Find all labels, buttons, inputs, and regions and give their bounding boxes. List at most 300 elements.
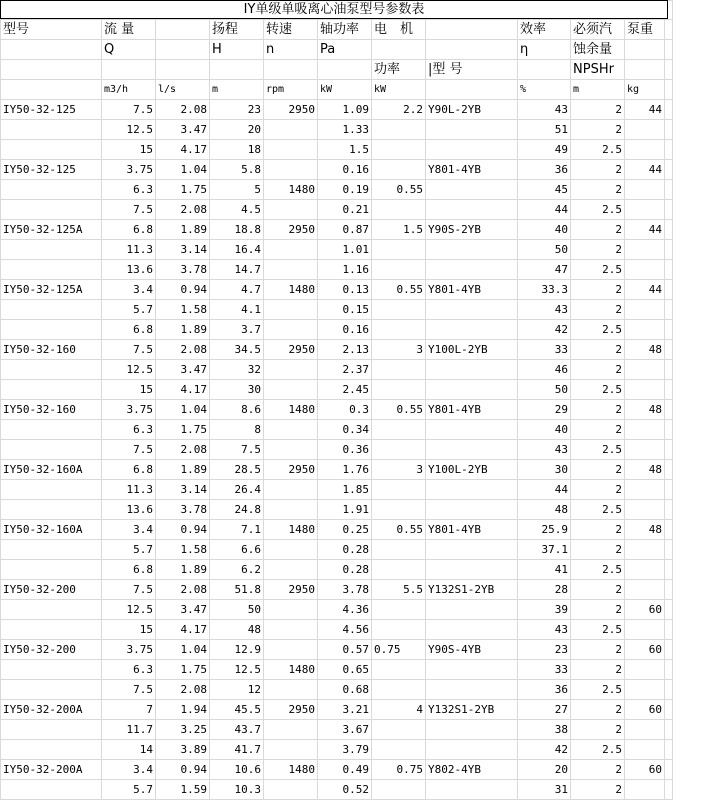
data-cell: Y802-4YB: [426, 760, 518, 780]
data-cell: 2.5: [571, 140, 625, 160]
data-cell: [264, 300, 318, 320]
model-cell: [1, 200, 102, 220]
table-row: [1, 640, 673, 660]
data-cell: 4: [372, 700, 426, 720]
data-cell: 1.94: [156, 700, 210, 720]
data-cell: [426, 540, 518, 560]
model-cell: [1, 660, 102, 680]
data-cell: 3.4: [102, 760, 156, 780]
data-cell: 1480: [264, 400, 318, 420]
data-cell: [625, 540, 665, 560]
table-row: [1, 440, 673, 460]
data-cell: 3: [372, 460, 426, 480]
data-cell: 2.45: [318, 380, 372, 400]
header-cell: [625, 40, 665, 60]
data-cell: 2: [571, 220, 625, 240]
data-cell: 7.1: [210, 520, 264, 540]
header-row: [1, 20, 673, 40]
header-cell: l/s: [156, 80, 210, 100]
header-cell: [210, 60, 264, 80]
data-cell: 29: [518, 400, 571, 420]
data-cell: 2: [571, 600, 625, 620]
model-cell: IY50-32-200A: [1, 760, 102, 780]
data-cell: 1.89: [156, 460, 210, 480]
data-cell: Y801-4YB: [426, 160, 518, 180]
data-cell: 1.58: [156, 540, 210, 560]
data-cell: 1.91: [318, 500, 372, 520]
data-cell: Y90L-2YB: [426, 100, 518, 120]
data-cell: 2: [571, 400, 625, 420]
data-cell: 0.28: [318, 560, 372, 580]
data-cell: 12.5: [102, 360, 156, 380]
data-cell: [372, 620, 426, 640]
data-cell: 12.5: [102, 600, 156, 620]
data-cell: 2.08: [156, 200, 210, 220]
data-cell: 31: [518, 780, 571, 800]
model-cell: IY50-32-160: [1, 340, 102, 360]
data-cell: 6.8: [102, 320, 156, 340]
table-row: [1, 420, 673, 440]
data-cell: [264, 360, 318, 380]
data-cell: [625, 620, 665, 640]
data-cell: 12.9: [210, 640, 264, 660]
data-cell: 3.75: [102, 160, 156, 180]
data-cell: 3.21: [318, 700, 372, 720]
data-cell: [426, 240, 518, 260]
model-cell: [1, 740, 102, 760]
data-cell: 43: [518, 440, 571, 460]
data-cell: [372, 320, 426, 340]
data-cell: 0.16: [318, 320, 372, 340]
data-cell: [264, 320, 318, 340]
data-cell: 6.8: [102, 220, 156, 240]
table-row: [1, 140, 673, 160]
data-cell: 44: [625, 160, 665, 180]
unit-row: [1, 80, 673, 100]
table-row: [1, 260, 673, 280]
table-row: [1, 220, 673, 240]
data-cell: 15: [102, 620, 156, 640]
table-row: [1, 360, 673, 380]
table-row: [1, 600, 673, 620]
data-cell: 33: [518, 340, 571, 360]
data-cell: 3.25: [156, 720, 210, 740]
model-cell: [1, 500, 102, 520]
data-cell: [372, 120, 426, 140]
data-cell: 1.89: [156, 320, 210, 340]
data-cell: 3.75: [102, 640, 156, 660]
data-cell: [264, 720, 318, 740]
data-cell: 3.78: [156, 260, 210, 280]
data-cell: [264, 560, 318, 580]
data-cell: [625, 560, 665, 580]
data-cell: [264, 640, 318, 660]
data-cell: 51: [518, 120, 571, 140]
data-cell: 1.16: [318, 260, 372, 280]
data-cell: 2950: [264, 220, 318, 240]
data-cell: 10.6: [210, 760, 264, 780]
data-cell: 3.47: [156, 360, 210, 380]
header-cell: [156, 40, 210, 60]
header-row: [1, 40, 673, 60]
data-cell: 2: [571, 520, 625, 540]
table-row: [1, 320, 673, 340]
data-cell: 43: [518, 100, 571, 120]
model-cell: [1, 380, 102, 400]
data-cell: 12: [210, 680, 264, 700]
data-cell: 2.5: [571, 500, 625, 520]
data-cell: [426, 180, 518, 200]
header-cell: 转速: [264, 20, 318, 40]
data-cell: 20: [518, 760, 571, 780]
data-cell: 1.75: [156, 420, 210, 440]
model-cell: [1, 680, 102, 700]
model-cell: [1, 180, 102, 200]
data-cell: [264, 540, 318, 560]
header-cell: [102, 60, 156, 80]
data-cell: 0.55: [372, 280, 426, 300]
data-cell: 2.37: [318, 360, 372, 380]
data-cell: 4.17: [156, 140, 210, 160]
table-row: [1, 400, 673, 420]
data-cell: [264, 620, 318, 640]
data-cell: 10.3: [210, 780, 264, 800]
data-cell: 41.7: [210, 740, 264, 760]
data-cell: 7: [102, 700, 156, 720]
data-cell: 2.08: [156, 440, 210, 460]
data-cell: 7.5: [102, 200, 156, 220]
data-cell: 26.4: [210, 480, 264, 500]
model-cell: [1, 620, 102, 640]
table-row: [1, 200, 673, 220]
data-cell: [426, 420, 518, 440]
data-cell: 13.6: [102, 260, 156, 280]
data-cell: 60: [625, 700, 665, 720]
data-cell: [264, 380, 318, 400]
data-cell: 7.5: [102, 580, 156, 600]
header-cell: [518, 60, 571, 80]
data-cell: 3: [372, 340, 426, 360]
model-cell: [1, 120, 102, 140]
data-cell: 0.28: [318, 540, 372, 560]
data-cell: 2: [571, 540, 625, 560]
data-cell: 13.6: [102, 500, 156, 520]
data-cell: [625, 420, 665, 440]
data-cell: 44: [625, 100, 665, 120]
data-cell: 7.5: [102, 440, 156, 460]
data-cell: [372, 780, 426, 800]
data-cell: 3.47: [156, 600, 210, 620]
data-cell: [625, 480, 665, 500]
data-cell: 2.2: [372, 100, 426, 120]
data-cell: 7.5: [102, 100, 156, 120]
data-cell: 2.5: [571, 560, 625, 580]
data-cell: 5.7: [102, 300, 156, 320]
data-cell: 12.5: [102, 120, 156, 140]
data-cell: 39: [518, 600, 571, 620]
header-cell: 功率: [372, 60, 426, 80]
model-cell: IY50-32-125A: [1, 220, 102, 240]
data-cell: [625, 320, 665, 340]
data-cell: [264, 240, 318, 260]
data-cell: 3.14: [156, 240, 210, 260]
data-cell: 41: [518, 560, 571, 580]
model-cell: [1, 720, 102, 740]
data-cell: 1.76: [318, 460, 372, 480]
data-cell: 15: [102, 140, 156, 160]
data-cell: [625, 360, 665, 380]
data-cell: 2: [571, 120, 625, 140]
data-cell: 36: [518, 160, 571, 180]
data-cell: [426, 320, 518, 340]
data-cell: 0.49: [318, 760, 372, 780]
data-cell: [625, 240, 665, 260]
data-cell: 4.7: [210, 280, 264, 300]
data-cell: [426, 720, 518, 740]
data-cell: 28.5: [210, 460, 264, 480]
data-cell: 0.87: [318, 220, 372, 240]
data-cell: 43.7: [210, 720, 264, 740]
data-cell: [372, 600, 426, 620]
data-cell: [426, 360, 518, 380]
data-cell: 2: [571, 460, 625, 480]
data-cell: 37.1: [518, 540, 571, 560]
data-cell: 48: [518, 500, 571, 520]
header-cell: 扬程: [210, 20, 264, 40]
header-cell: m: [571, 80, 625, 100]
header-cell: kW: [372, 80, 426, 100]
data-cell: 2950: [264, 700, 318, 720]
header-cell: 电 机: [372, 20, 426, 40]
data-cell: [372, 420, 426, 440]
data-cell: 2950: [264, 340, 318, 360]
data-cell: 4.1: [210, 300, 264, 320]
data-cell: [426, 620, 518, 640]
data-cell: 44: [518, 200, 571, 220]
data-cell: [426, 560, 518, 580]
model-cell: IY50-32-200A: [1, 700, 102, 720]
data-cell: [625, 260, 665, 280]
data-cell: 33: [518, 660, 571, 680]
data-cell: [625, 180, 665, 200]
data-cell: 7.5: [210, 440, 264, 460]
data-cell: [264, 440, 318, 460]
table-row: [1, 480, 673, 500]
model-cell: [1, 300, 102, 320]
data-cell: [625, 680, 665, 700]
data-cell: 50: [518, 240, 571, 260]
data-cell: [625, 740, 665, 760]
header-cell: [318, 60, 372, 80]
data-cell: 0.55: [372, 180, 426, 200]
data-cell: 42: [518, 320, 571, 340]
header-cell: [156, 60, 210, 80]
data-cell: 32: [210, 360, 264, 380]
data-cell: [426, 660, 518, 680]
data-cell: 2: [571, 660, 625, 680]
data-cell: 2950: [264, 580, 318, 600]
data-cell: [625, 440, 665, 460]
table-row: [1, 740, 673, 760]
table-row: [1, 120, 673, 140]
data-cell: 0.25: [318, 520, 372, 540]
data-cell: 11.7: [102, 720, 156, 740]
data-cell: [372, 540, 426, 560]
data-cell: [625, 380, 665, 400]
header-cell: [1, 40, 102, 60]
model-cell: [1, 560, 102, 580]
data-cell: Y801-4YB: [426, 400, 518, 420]
data-cell: 2: [571, 580, 625, 600]
data-cell: 1.09: [318, 100, 372, 120]
header-cell: [625, 60, 665, 80]
data-cell: 1480: [264, 760, 318, 780]
data-cell: [426, 440, 518, 460]
header-cell: 轴功率: [318, 20, 372, 40]
data-cell: 18: [210, 140, 264, 160]
header-cell: 泵重: [625, 20, 665, 40]
data-cell: [625, 720, 665, 740]
data-cell: 1.89: [156, 560, 210, 580]
data-cell: 6.8: [102, 460, 156, 480]
model-cell: IY50-32-200: [1, 580, 102, 600]
data-cell: [426, 780, 518, 800]
data-cell: 0.15: [318, 300, 372, 320]
data-cell: 0.52: [318, 780, 372, 800]
data-cell: 0.55: [372, 400, 426, 420]
data-cell: Y90S-2YB: [426, 220, 518, 240]
header-cell: 效率: [518, 20, 571, 40]
data-cell: 5: [210, 180, 264, 200]
data-cell: [372, 740, 426, 760]
data-cell: 3.89: [156, 740, 210, 760]
data-cell: 8.6: [210, 400, 264, 420]
data-cell: 2.08: [156, 340, 210, 360]
data-cell: 48: [625, 460, 665, 480]
data-cell: 6.3: [102, 180, 156, 200]
header-cell: kg: [625, 80, 665, 100]
data-cell: 36: [518, 680, 571, 700]
data-cell: 1.5: [318, 140, 372, 160]
header-cell: %: [518, 80, 571, 100]
data-cell: 1.89: [156, 220, 210, 240]
data-cell: 5.7: [102, 540, 156, 560]
data-cell: [625, 200, 665, 220]
data-cell: 1.01: [318, 240, 372, 260]
header-cell: [264, 60, 318, 80]
data-cell: 60: [625, 640, 665, 660]
data-cell: 0.75: [372, 760, 426, 780]
data-cell: [264, 500, 318, 520]
data-cell: [372, 720, 426, 740]
sheet-title: IY单级单吸离心油泵型号参数表: [0, 0, 668, 19]
data-cell: 2950: [264, 100, 318, 120]
data-cell: 3.7: [210, 320, 264, 340]
header-cell: [1, 80, 102, 100]
data-cell: [426, 680, 518, 700]
data-cell: [372, 440, 426, 460]
data-cell: 3.4: [102, 280, 156, 300]
data-cell: 15: [102, 380, 156, 400]
table-row: [1, 580, 673, 600]
data-cell: 43: [518, 300, 571, 320]
header-cell: n: [264, 40, 318, 60]
data-cell: 0.68: [318, 680, 372, 700]
data-cell: 43: [518, 620, 571, 640]
data-cell: 28: [518, 580, 571, 600]
data-cell: 33.3: [518, 280, 571, 300]
header-cell: Pa: [318, 40, 372, 60]
data-cell: 1.85: [318, 480, 372, 500]
data-cell: [625, 500, 665, 520]
data-cell: 2: [571, 160, 625, 180]
data-cell: 48: [625, 520, 665, 540]
data-cell: 50: [210, 600, 264, 620]
model-cell: IY50-32-200: [1, 640, 102, 660]
data-cell: 24.8: [210, 500, 264, 520]
data-cell: 0.13: [318, 280, 372, 300]
data-cell: 51.8: [210, 580, 264, 600]
data-cell: 4.56: [318, 620, 372, 640]
header-cell: 型号: [1, 20, 102, 40]
data-cell: 1480: [264, 180, 318, 200]
data-cell: 0.19: [318, 180, 372, 200]
data-cell: 2: [571, 360, 625, 380]
data-cell: 4.5: [210, 200, 264, 220]
data-cell: 47: [518, 260, 571, 280]
data-cell: [625, 300, 665, 320]
data-cell: 44: [625, 280, 665, 300]
data-cell: 1.75: [156, 180, 210, 200]
data-cell: [426, 200, 518, 220]
data-cell: 3.67: [318, 720, 372, 740]
data-cell: 20: [210, 120, 264, 140]
data-cell: [426, 380, 518, 400]
header-cell: m: [210, 80, 264, 100]
data-cell: [372, 200, 426, 220]
data-cell: 3.4: [102, 520, 156, 540]
data-cell: 2: [571, 720, 625, 740]
data-cell: 2.5: [571, 200, 625, 220]
data-cell: 2: [571, 340, 625, 360]
data-cell: 27: [518, 700, 571, 720]
data-cell: 44: [625, 220, 665, 240]
data-cell: [264, 680, 318, 700]
data-cell: 2: [571, 760, 625, 780]
model-cell: [1, 600, 102, 620]
model-cell: IY50-32-125: [1, 160, 102, 180]
table-row: [1, 540, 673, 560]
data-cell: 2: [571, 480, 625, 500]
data-cell: 40: [518, 420, 571, 440]
data-cell: 30: [518, 460, 571, 480]
header-cell: |型 号: [426, 60, 518, 80]
data-cell: 49: [518, 140, 571, 160]
data-cell: 2: [571, 180, 625, 200]
model-cell: [1, 420, 102, 440]
data-cell: 38: [518, 720, 571, 740]
data-cell: 2.5: [571, 740, 625, 760]
model-cell: [1, 360, 102, 380]
data-cell: 1.04: [156, 400, 210, 420]
table-row: [1, 520, 673, 540]
data-cell: 1480: [264, 660, 318, 680]
data-cell: 3.78: [318, 580, 372, 600]
data-cell: 11.3: [102, 480, 156, 500]
data-cell: [372, 680, 426, 700]
data-cell: 0.57: [318, 640, 372, 660]
data-cell: 23: [518, 640, 571, 660]
